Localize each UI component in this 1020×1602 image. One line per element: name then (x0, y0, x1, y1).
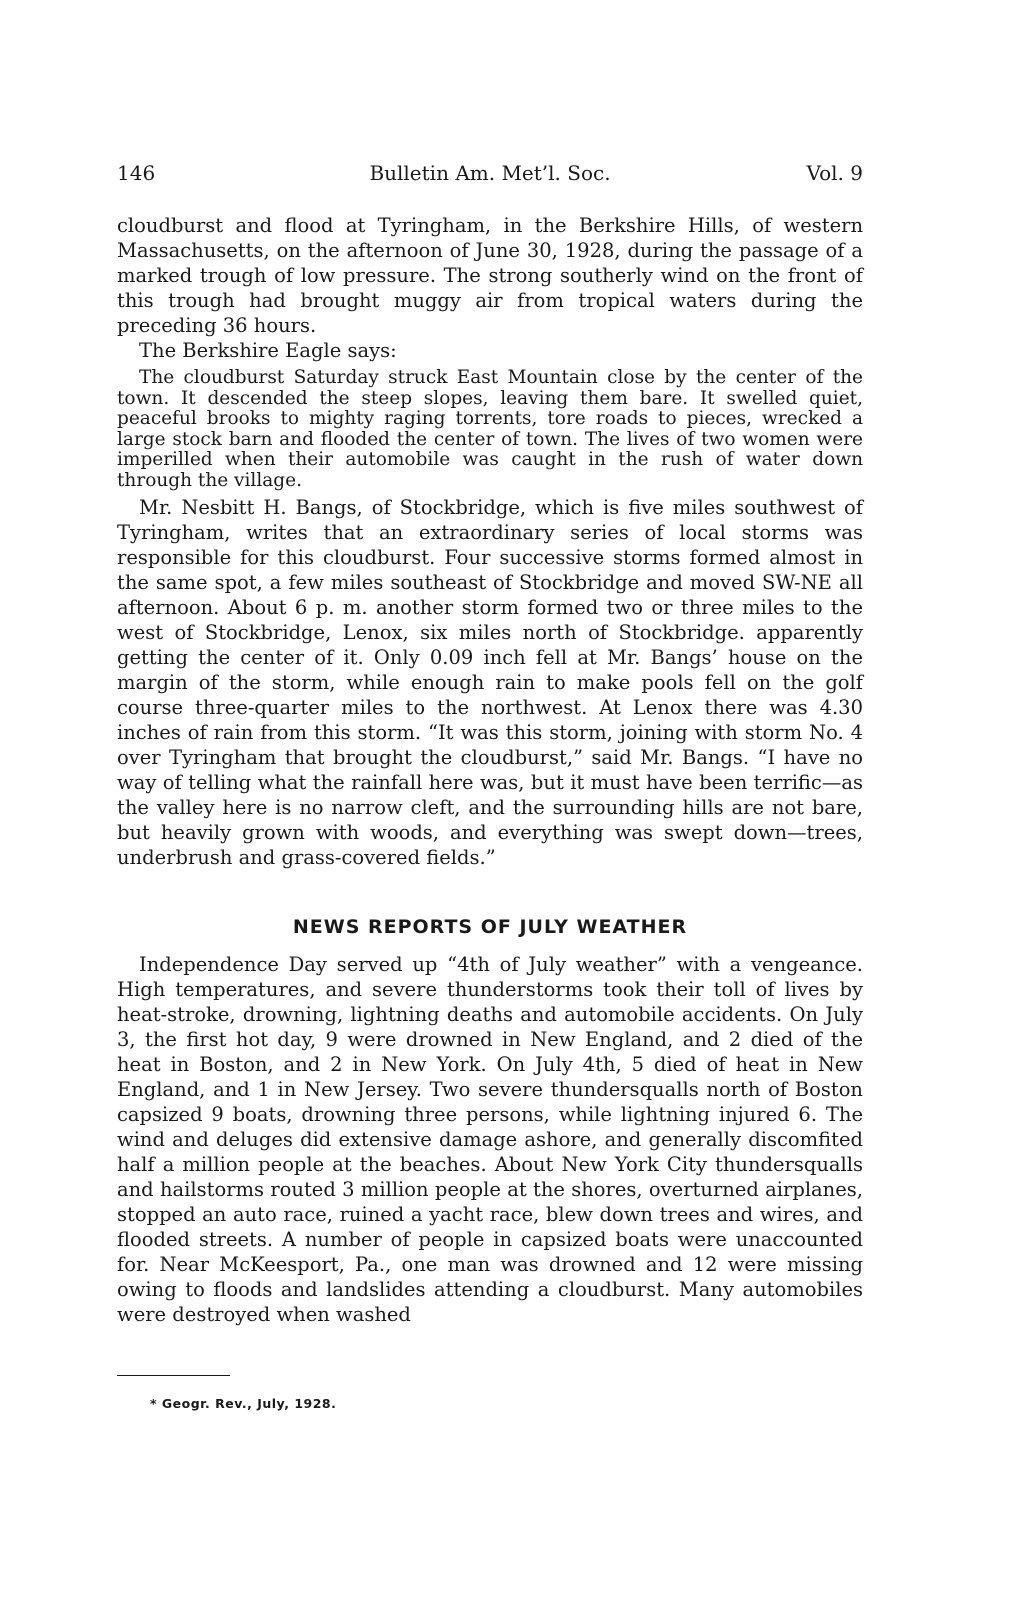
footnote-rule (117, 1375, 230, 1376)
volume-number: Vol. 9 (806, 161, 863, 185)
paragraph-continued: cloudburst and flood at Tyringham, in the Berkshire Hills, of western Massachusetts, on the afternoon of June 30, 1928, during the passage of a marked trough of low pressure. The strong southerly wind on the front of this trough had brought muggy air from tropical waters during the preceding 36 hours. (117, 214, 863, 337)
page-number: 146 (117, 161, 156, 185)
paragraph-july-weather: Independence Day served up “4th of July weather” with a vengeance. High temperatures, and severe thunderstorms took their toll of lives by heat-stroke, drowning, lightning deaths and automobile accidents. On July 3, the first hot day, 9 were drowned in New England, and 2 died of the heat in Boston, and 2 in New York. On July 4th, 5 died of heat in New England, and 1 in New Jersey. Two severe thundersqualls north of Boston capsized 9 boats, drowning three persons, while lightning injured 6. The wind and deluges did extensive damage ashore, and generally discomfited half a million people at the beaches. About New York City thundersqualls and hailstorms routed 3 million people at the shores, overturned airplanes, stopped an auto race, ruined a yacht race, blew down trees and wires, and flooded streets. A number of people in capsized boats were unaccounted for. Near McKeesport, Pa., one man was drowned and 12 were missing owing to floods and landslides attending a cloudburst. Many automobiles were destroyed when washed (117, 953, 863, 1326)
running-title: Bulletin Am. Met’l. Soc. (369, 161, 611, 185)
article-body (117, 213, 863, 1327)
block-quote: The cloudburst Saturday struck East Mountain close by the center of the town. It descended the steep slopes, leaving them bare. It swelled quiet, peaceful brooks to mighty raging torrents, tore roads to pieces, wrecked a large stock barn and flooded the center of town. The lives of two women were imperilled when their automobile was caught in the rush of water down through the village. (117, 367, 863, 491)
section-heading: NEWS REPORTS OF JULY WEATHER (292, 916, 688, 938)
paragraph-bangs: Mr. Nesbitt H. Bangs, of Stockbridge, which is five miles southwest of Tyringham, writes that an extraordinary series of local storms was responsible for this cloudburst. Four successive storms formed almost in the same spot, a few miles southeast of Stockbridge and moved SW-NE all afternoon. About 6 p. m. another storm formed two or three miles to the west of Stockbridge, Lenox, six miles north of Stockbridge. apparently getting the center of it. Only 0.09 inch fell at Mr. Bangs’ house on the margin of the storm, while enough rain to make pools fell on the golf course three-quarter miles to the northwest. At Lenox there was 4.30 inches of rain from this storm. “It was this storm, joining with storm No. 4 over Tyringham that brought the cloudburst,” said Mr. Bangs. “I have no way of telling what the rainfall here was, but it must have been terrific—as the valley here is no narrow cleft, and the surrounding hills are not bare, but heavily grown with woods, and everything was swept down—trees, underbrush and grass-covered fields.” (117, 496, 863, 869)
footnote: * Geogr. Rev., July, 1928. (150, 1396, 337, 1411)
paragraph-eagle-intro: The Berkshire Eagle says: (139, 339, 397, 362)
page-header (117, 158, 863, 188)
